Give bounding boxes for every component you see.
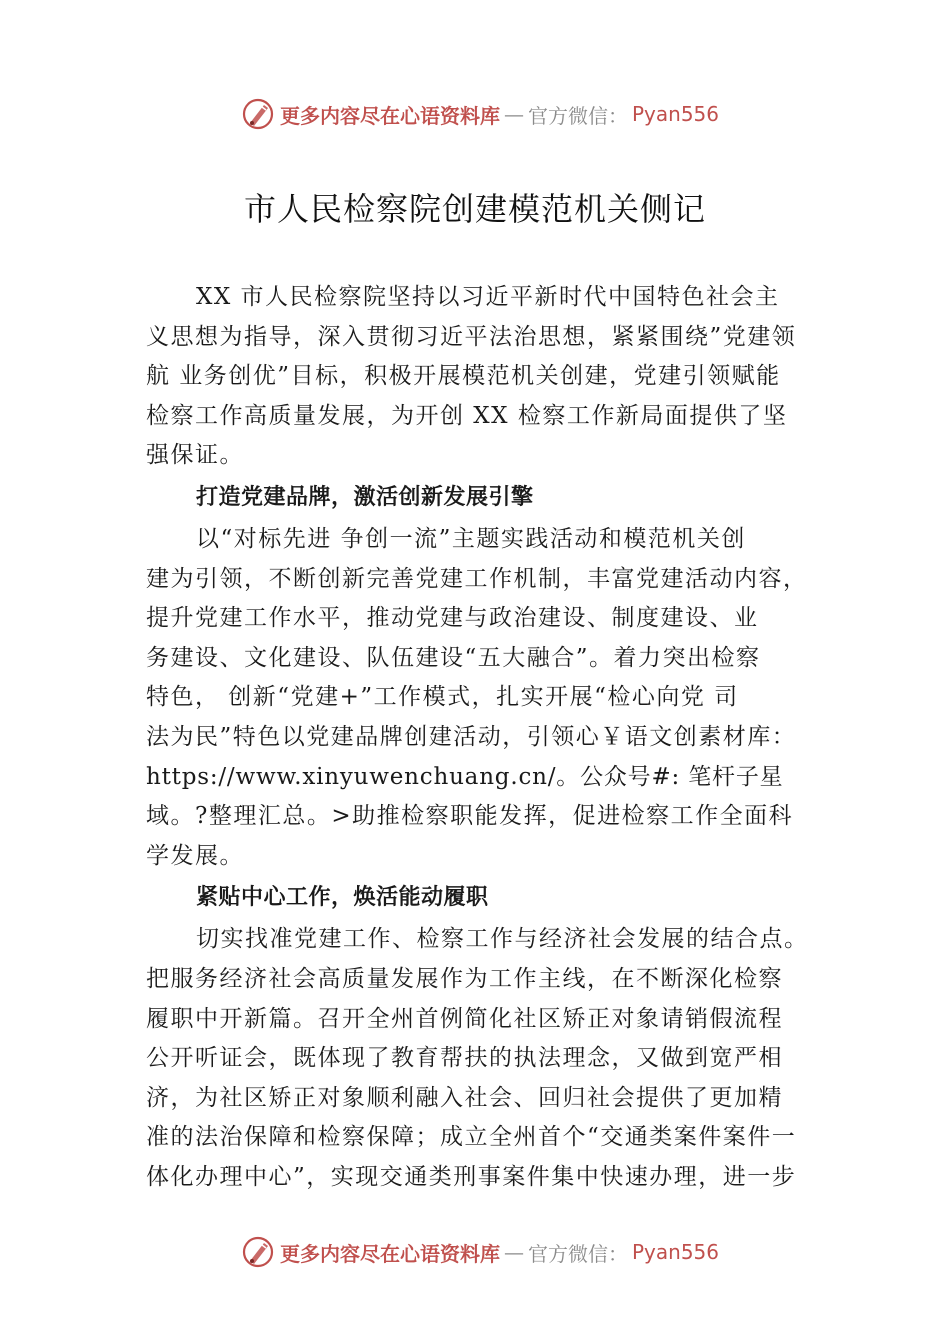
paragraph-line: 以“对标先进 争创一流”主题实践活动和模范机关创 (196, 525, 746, 552)
paragraph-line: 检察工作高质量发展，为开创 XX 检察工作新局面提供了坚 (146, 402, 788, 429)
paragraph-line: 域。?整理汇总。>助推检察职能发挥，促进检察工作全面科 (146, 803, 794, 830)
paragraph-line: 济，为社区矫正对象顺利融入社会、回归社会提供了更加精 (146, 1084, 783, 1111)
paragraph-line: 特色， 创新“党建+”工作模式，扎实开展“检心向党 司 (146, 684, 739, 711)
section-heading-1: 打造党建品牌，激活创新发展引擎 (196, 484, 534, 510)
paragraph-line-url: https://www.xinyuwenchuang.cn/。公众号#: 笔杆子星 (146, 763, 784, 790)
paragraph-line: 公开听证会，既体现了教育帮扶的执法理念，又做到宽严相 (146, 1045, 783, 1072)
banner-wechat-label: 官方微信： (528, 1241, 628, 1266)
paragraph-line: 强保证。 (146, 442, 244, 469)
banner-dash: — (504, 102, 524, 126)
paragraph-line: 履职中开新篇。召开全州首例简化社区矫正对象请销假流程 (146, 1005, 783, 1032)
paragraph-line: 建为引领，不断创新完善党建工作机制，丰富党建活动内容， (146, 565, 808, 592)
banner-site-name: 更多内容尽在心语资料库 (280, 103, 500, 128)
banner-wechat-id: Pyan556 (632, 102, 720, 126)
paragraph-line: 航 业务创优”目标，积极开展模范机关创建，党建引领赋能 (146, 363, 781, 390)
paragraph-line: XX 市人民检察院坚持以习近平新时代中国特色社会主 (196, 284, 780, 310)
paragraph-line: 准的法治保障和检察保障；成立全州首个“交通类案件案件一 (146, 1124, 797, 1151)
document-title: 市人民检察院创建模范机关侧记 (243, 190, 706, 228)
paragraph-line: 法为民”特色以党建品牌创建活动，引领心￥语文创素材库： (146, 723, 797, 750)
paragraph-line: 把服务经济社会高质量发展作为工作主线，在不断深化检察 (146, 965, 783, 992)
document-body (146, 278, 822, 1197)
banner-site-name: 更多内容尽在心语资料库 (280, 1241, 500, 1266)
paragraph-line: 务建设、文化建设、队伍建设“五大融合”。着力突出检察 (146, 644, 761, 671)
banner-wechat-label: 官方微信： (528, 103, 628, 128)
paragraph-line: 义思想为指导，深入贯彻习近平法治思想，紧紧围绕”党建领 (146, 323, 797, 350)
paragraph-line: 切实找准党建工作、检察工作与经济社会发展的结合点。 (196, 926, 809, 953)
paragraph-line: 学发展。 (146, 842, 244, 869)
paragraph-line: 提升党建工作水平，推动党建与政治建设、制度建设、业 (146, 605, 759, 632)
paragraph-line: 体化办理中心”，实现交通类刑事案件集中快速办理，进一步 (146, 1163, 797, 1190)
section-heading-2: 紧贴中心工作，焕活能动履职 (196, 885, 489, 911)
banner-wechat-id: Pyan556 (632, 1240, 720, 1264)
header-watermark-banner (240, 94, 760, 134)
banner-dash: — (504, 1240, 524, 1264)
footer-watermark-banner (240, 1232, 760, 1272)
pen-nib-logo-icon (240, 96, 276, 132)
pen-nib-logo-icon (240, 1234, 276, 1270)
